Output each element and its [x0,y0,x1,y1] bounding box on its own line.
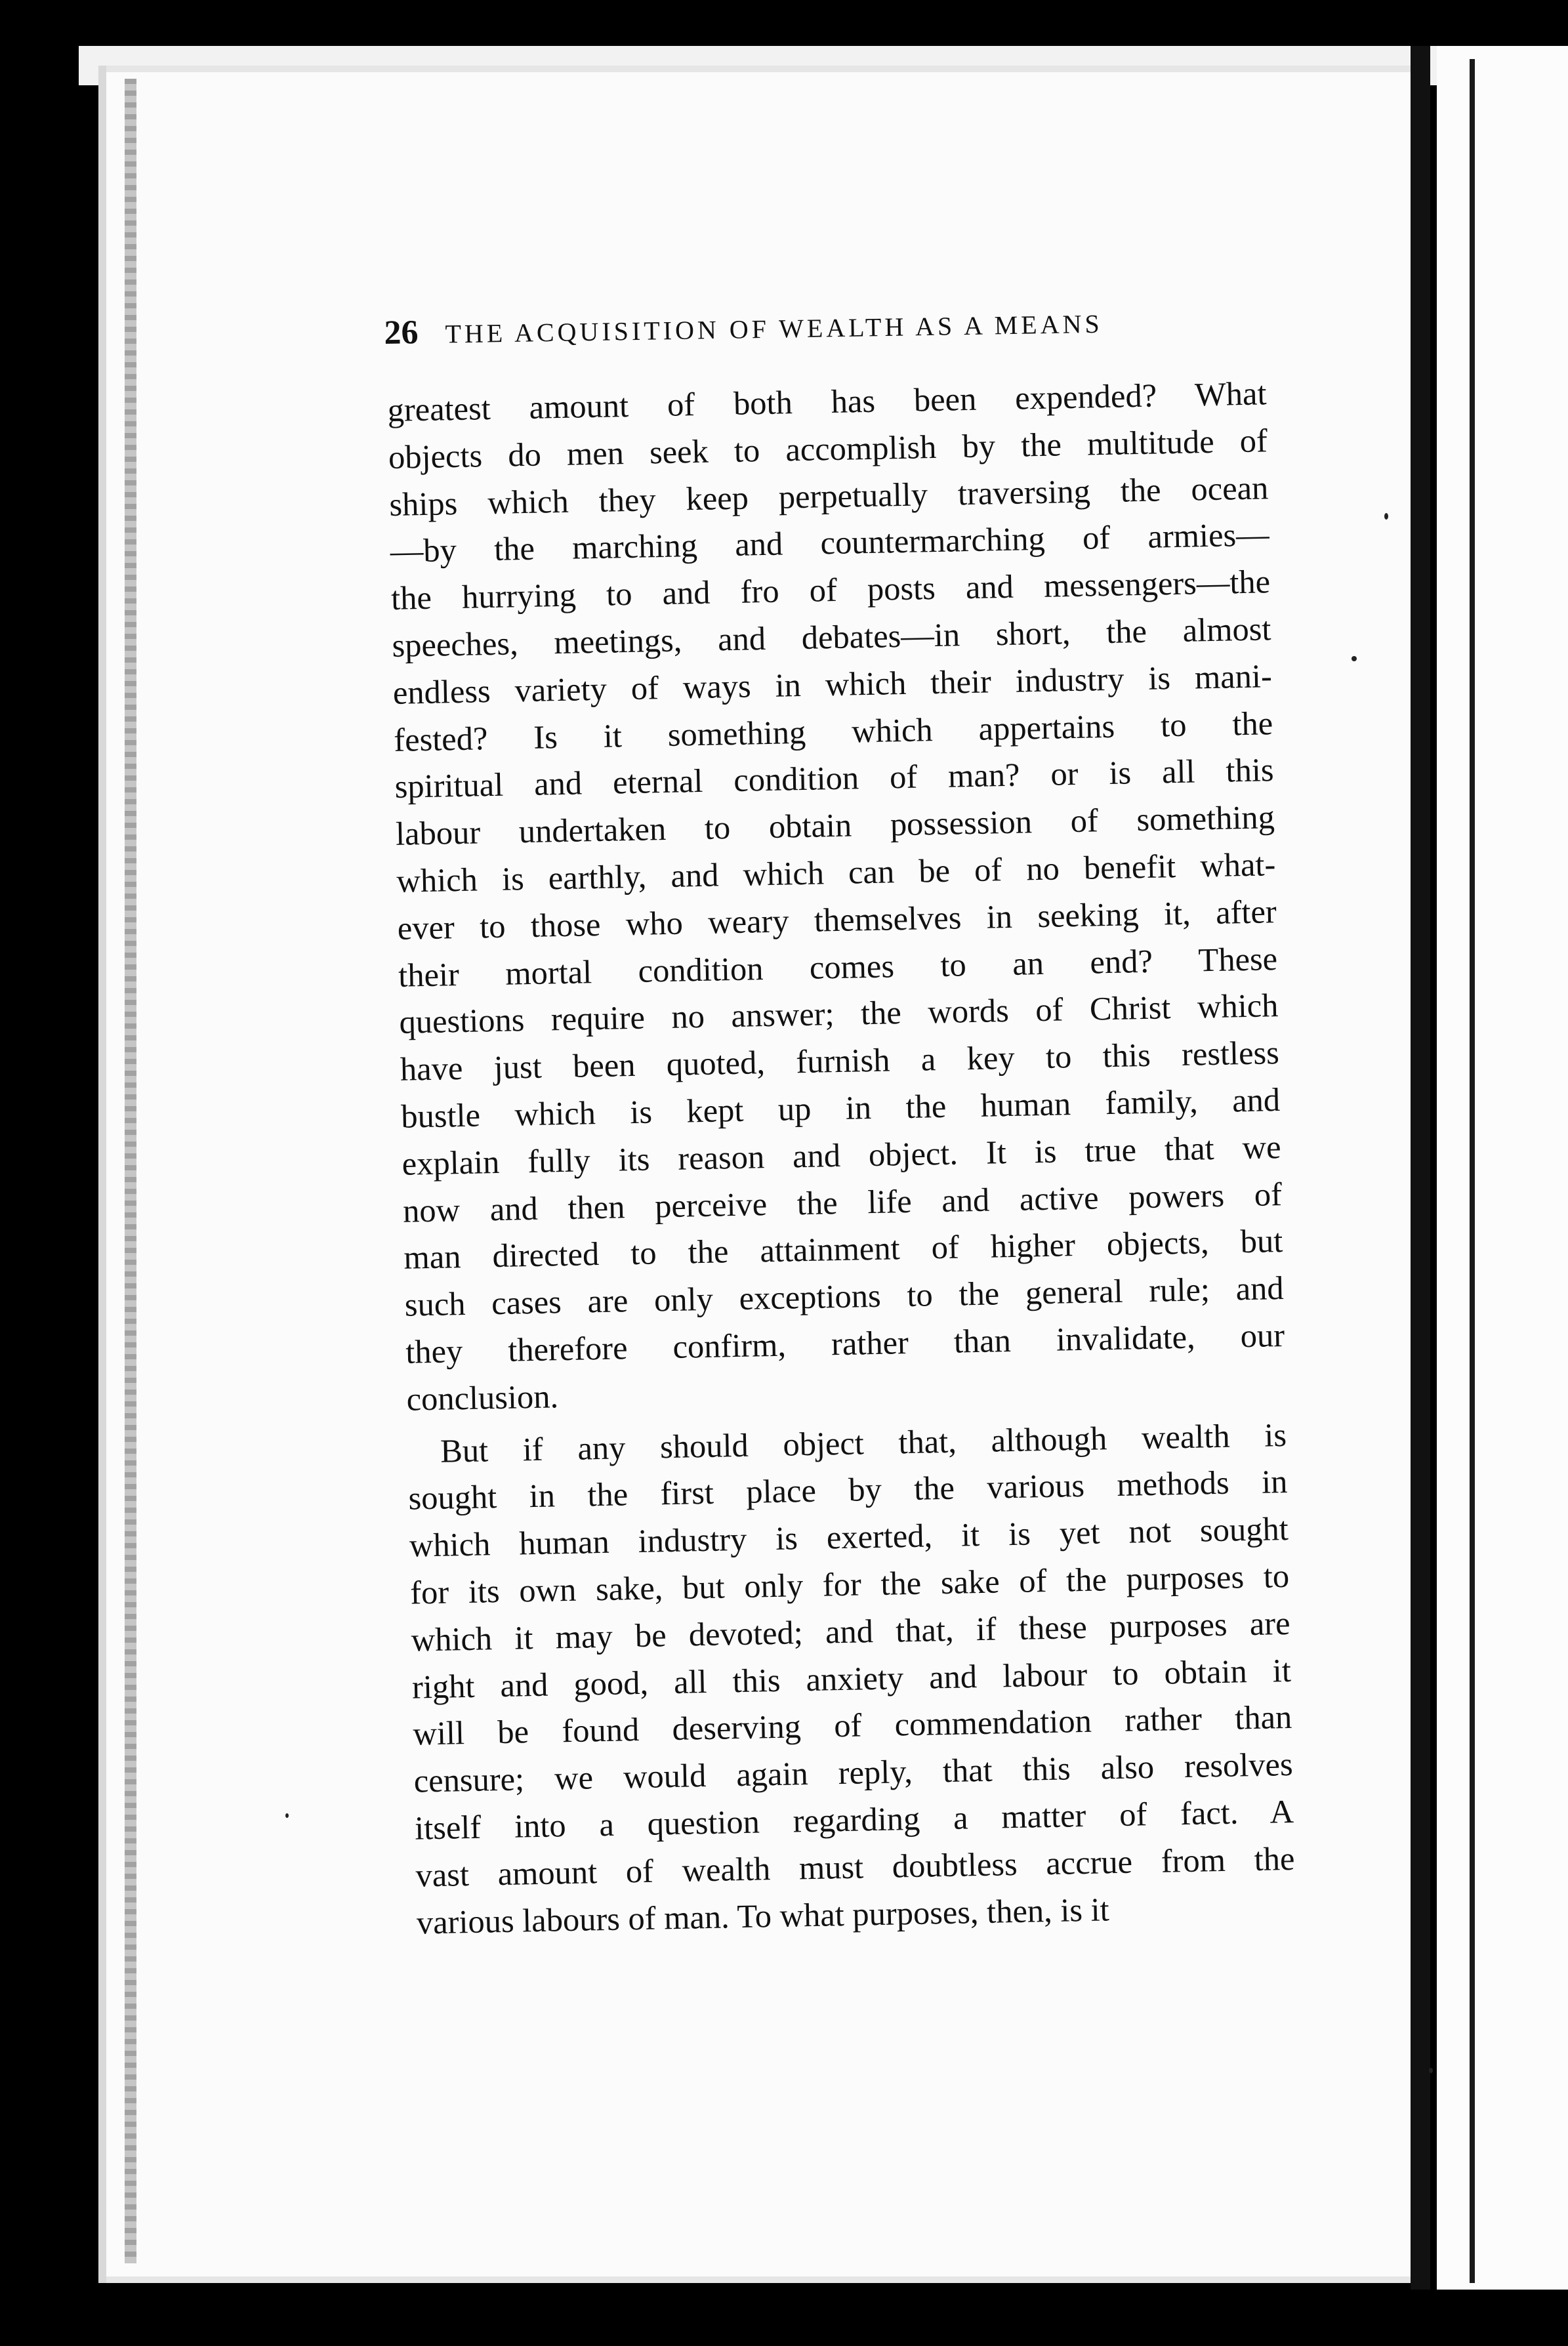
text-line: spiritual and eternal condition of man? or is all this [394,751,1274,806]
text-line: questions require no answer; the words of Christ which [399,987,1279,1041]
text-line: —by the marching and countermarching of armies— [390,516,1270,570]
text-line: bustle which is kept up in the human family, and [400,1081,1281,1135]
text-line: labour undertaken to obtain possession of something [395,798,1275,853]
text-line: censure; we would again reply, that this also resolves [413,1745,1294,1800]
text-line: But if any should object that, although wealth is [440,1416,1287,1470]
text-line: man directed to the attainment of higher objects, but [403,1222,1283,1277]
running-head: THE ACQUISITION OF WEALTH AS A MEANS [445,308,1104,349]
text-line: ships which they keep perpetually traversing the ocean [388,468,1269,523]
text-line: have just been quoted, furnish a key to this restless [400,1034,1280,1088]
text-line: greatest amount of both has been expended? What [387,375,1267,428]
facing-page-shadow-line [1470,59,1475,2283]
text-line: which human industry is exerted, it is yet not sought [409,1510,1289,1564]
scan-speck [285,1813,289,1818]
text-line: itself into a question regarding a matter of fact. A [414,1792,1294,1847]
text-line: will be found deserving of commendation rather than [412,1698,1292,1752]
text-line: right and good, all this anxiety and labour to obtain it [411,1651,1292,1706]
text-line: various labours of man. To what purposes, then, is it [416,1890,1110,1941]
text-line: the hurrying to and fro of posts and messengers—the [390,563,1271,617]
facing-page-edge [1437,46,1568,2290]
text-line: conclusion. [406,1378,559,1418]
page-number: 26 [384,314,419,352]
body-text [387,370,1296,1946]
text-line: for its own sake, but only for the sake of the purposes to [409,1557,1290,1611]
text-line: which is earthly, and which can be of no benefit what- [396,846,1276,899]
text-line: vast amount of wealth must doubtless accrue from the [415,1840,1295,1894]
scan-speck [1384,513,1388,520]
scan-speck [1351,656,1357,661]
fore-edge-shadow [1411,46,1430,2290]
text-line: sought in the first place by the various methods in [407,1463,1288,1517]
text-line: fested? Is it something which appertains to the [393,704,1273,758]
text-line: such cases are only exceptions to the general rule; and [404,1269,1285,1323]
scan-speck [1429,2068,1433,2073]
text-line: their mortal condition comes to an end? These [398,939,1278,994]
text-line: objects do men seek to accomplish by the multitude of [388,422,1268,476]
text-line: ever to those who weary themselves in seeking it, after [397,892,1277,947]
page-gutter [125,79,136,2263]
text-line: explain fully its reason and object. It is true that we [402,1128,1282,1182]
text-line: they therefore confirm, rather than invalidate, our [405,1316,1285,1370]
text-line: which it may be devoted; and that, if these purposes are [411,1604,1290,1658]
text-line: endless variety of ways in which their industry is mani- [392,657,1273,711]
text-line: now and then perceive the life and active powers of [402,1175,1283,1229]
text-line: speeches, meetings, and debates—in short, the almost [392,610,1271,664]
